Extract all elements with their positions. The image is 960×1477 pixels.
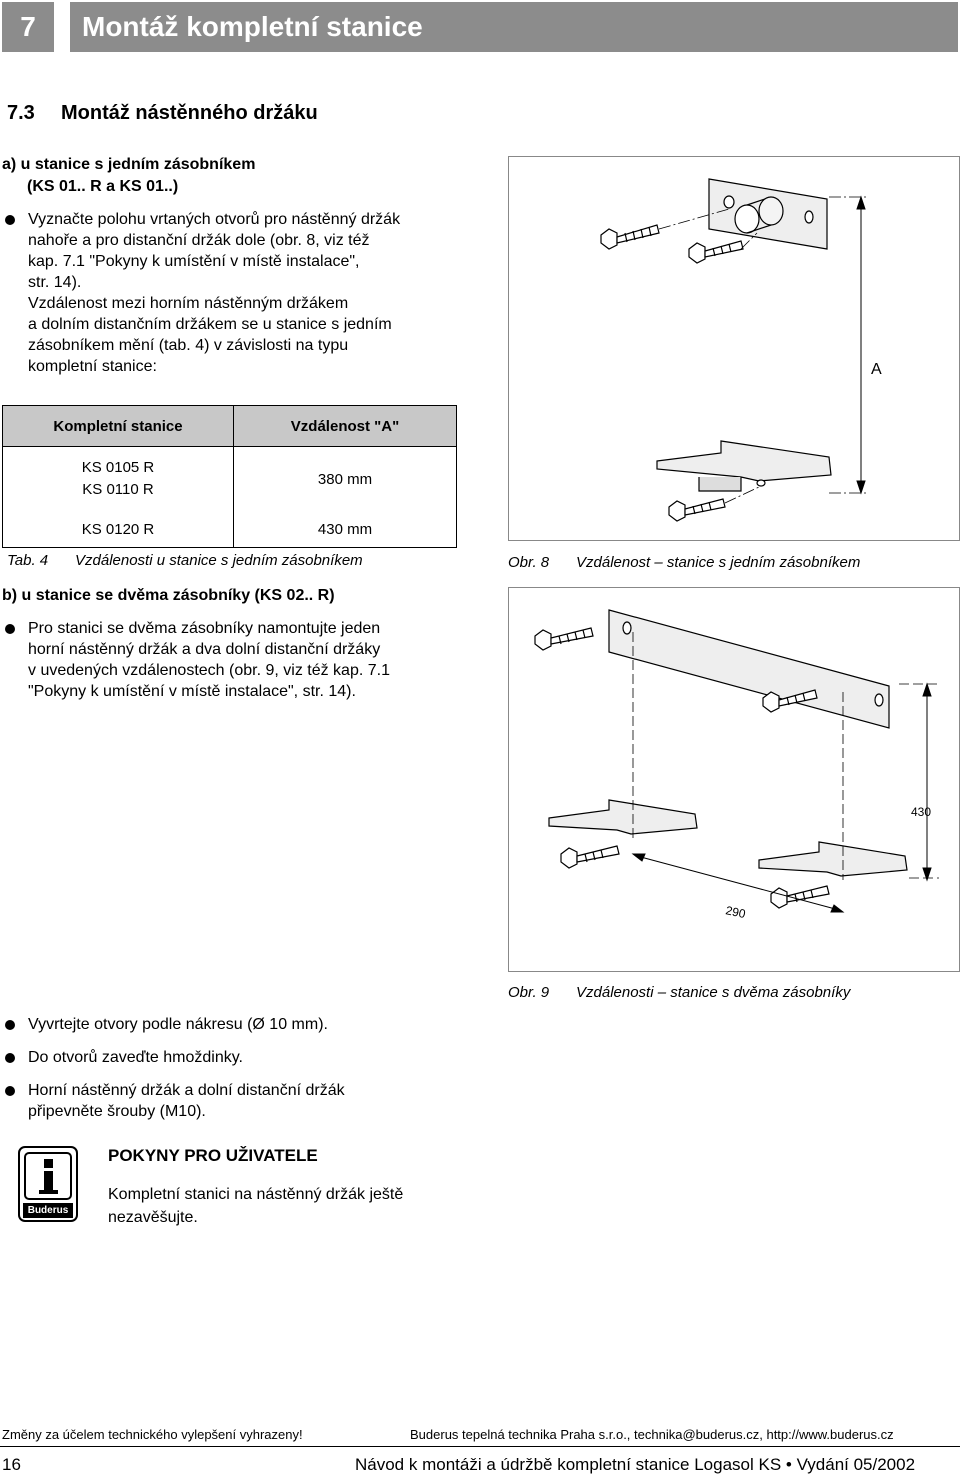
text-line: Vyvrtejte otvory podle nákresu (Ø 10 mm). <box>28 1016 328 1033</box>
text-line: v uvedených vzdálenostech (obr. 9, viz též kap. 7.1 <box>28 662 390 679</box>
text-line: Kompletní stanici na nástěnný držák ještě <box>108 1186 404 1203</box>
distance-table <box>2 405 457 548</box>
text-line: Pro stanici se dvěma zásobníky namontujte jeden <box>28 620 381 637</box>
figure-8-caption <box>508 554 860 571</box>
table-caption-text: Vzdálenosti u stanice s jedním zásobníkem <box>75 552 363 569</box>
info-icon <box>18 1146 78 1222</box>
figure-9-caption-text: Vzdálenosti – stanice s dvěma zásobníky <box>576 984 851 1001</box>
page-number: 16 <box>2 1455 21 1474</box>
text-line: zásobníkem mění (tab. 4) v závislosti na typu <box>28 337 349 354</box>
text-line: nahoře a pro distanční držák dole (obr. 8, viz též <box>28 232 370 249</box>
part-a-instructions <box>2 209 482 377</box>
section-title: Montáž nástěnného držáku <box>61 102 318 124</box>
figure-8-caption-text: Vzdálenost – stanice s jedním zásobníkem <box>576 554 861 571</box>
step-item <box>2 1047 482 1068</box>
buderus-logo: Buderus <box>23 1203 73 1218</box>
notice-title: POKYNY PRO UŽIVATELE <box>108 1146 318 1165</box>
part-b-bullet <box>2 618 482 702</box>
figure-8 <box>508 156 960 541</box>
info-icon-stem <box>44 1171 53 1191</box>
footer-disclaimer: Změny za účelem technického vylepšení vyhrazeny! <box>2 1427 303 1442</box>
dimension-a-label: A <box>871 361 882 378</box>
figure-9-caption <box>508 984 850 1001</box>
notice-text <box>108 1183 403 1229</box>
footer-company: Buderus tepelná technika Praha s.r.o., technika@buderus.cz, http://www.buderus.cz <box>410 1427 894 1442</box>
part-b-instructions <box>2 618 482 702</box>
figure-9-caption-label: Obr. 9 <box>508 984 550 1001</box>
figure-8-caption-label: Obr. 8 <box>508 554 550 571</box>
text-line: připevněte šrouby (M10). <box>28 1103 206 1120</box>
table-caption-label: Tab. 4 <box>7 552 49 569</box>
step-list <box>2 1014 482 1122</box>
footer-divider <box>0 1446 960 1447</box>
text-line: "Pokyny k umístění v místě instalace", str. 14). <box>28 683 356 700</box>
part-a-heading-models: (KS 01.. R a KS 01..) <box>27 178 179 195</box>
document-title: Návod k montáži a údržbě kompletní stanice Logasol KS • Vydání 05/2002 <box>355 1455 916 1474</box>
text-line: str. 14). <box>28 274 82 291</box>
table-row <box>3 447 457 512</box>
table-cell-station: KS 0120 R <box>3 511 234 548</box>
dimension-290-label: 290 <box>724 903 747 922</box>
part-b-heading: b) u stanice se dvěma zásobníky (KS 02.. R) <box>2 587 335 604</box>
text-line: horní nástěnný držák a dva dolní distanční držáky <box>28 641 381 658</box>
dimension-430-label: 430 <box>911 805 932 819</box>
station-name: KS 0110 R <box>82 481 154 498</box>
figure-9-drawing <box>509 588 959 971</box>
table-cell-distance: 380 mm <box>234 447 457 512</box>
station-name: KS 0105 R <box>81 459 155 476</box>
text-line: kap. 7.1 "Pokyny k umístění v místě instalace", <box>28 253 360 270</box>
info-icon-base <box>39 1190 58 1194</box>
text-line: Horní nástěnný držák a dolní distanční držák <box>28 1082 345 1099</box>
chapter-number: 7 <box>2 2 54 52</box>
text-line: nezavěšujte. <box>108 1209 198 1226</box>
figure-9 <box>508 587 960 972</box>
table-cell-distance: 430 mm <box>234 511 457 548</box>
chapter-title: Montáž kompletní stanice <box>70 2 958 52</box>
table-header-distance: Vzdálenost "A" <box>234 406 457 447</box>
table-cell-station <box>3 447 234 512</box>
text-line: Do otvorů zaveďte hmoždinky. <box>28 1049 243 1066</box>
text-line: a dolním distančním držákem se u stanice s jedním <box>28 316 392 333</box>
info-icon-dot <box>44 1159 53 1168</box>
part-a-bullet <box>2 209 482 377</box>
step-item <box>2 1080 482 1122</box>
section-number: 7.3 <box>7 102 35 124</box>
text-line: kompletní stanice: <box>28 358 157 375</box>
part-a-heading: a) u stanice s jedním zásobníkem <box>2 156 256 173</box>
table-caption <box>7 552 363 569</box>
info-icon-frame <box>24 1152 72 1200</box>
text-line: Vzdálenost mezi horním nástěnným držákem <box>28 295 349 312</box>
text-line: Vyznačte polohu vrtaných otvorů pro nástěnný držák <box>28 211 401 228</box>
table-header-station: Kompletní stanice <box>3 406 234 447</box>
figure-8-drawing <box>509 157 959 540</box>
step-item <box>2 1014 482 1035</box>
table-row <box>3 511 457 548</box>
